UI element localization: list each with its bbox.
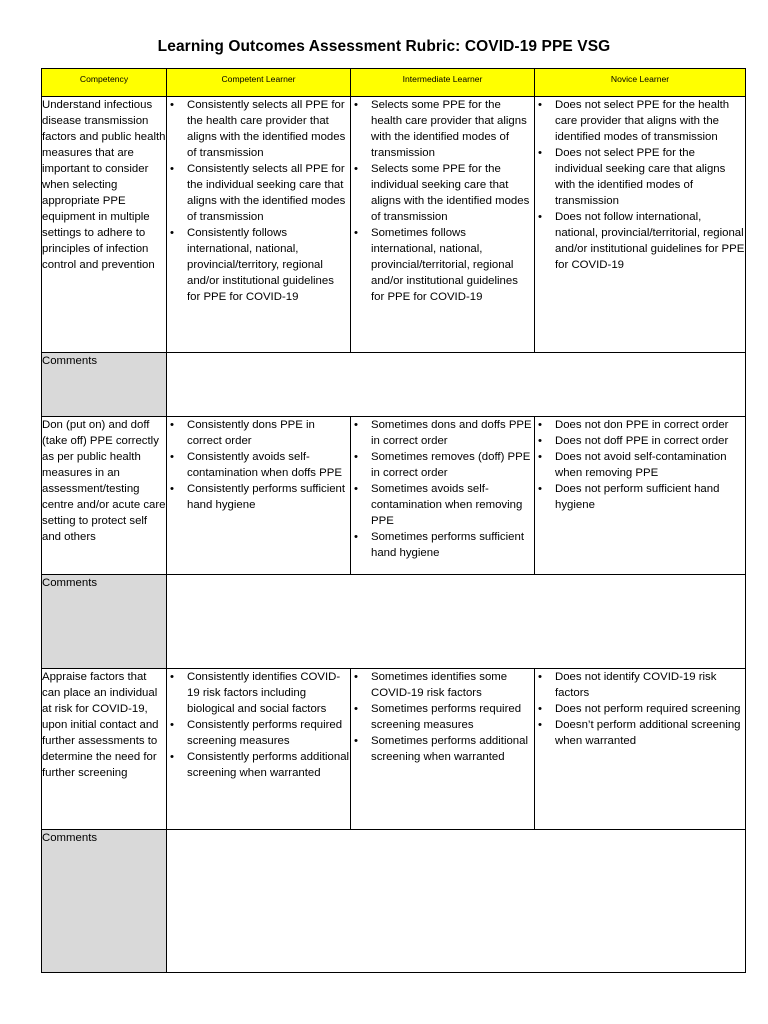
- criteria-item: • Doesn’t perform additional screening when warranted: [538, 719, 741, 747]
- competency-cell: Don (put on) and doff (take off) PPE correctly as per public health measures in an assessment/testing centre and/or acute care setting to protect self and others: [42, 417, 167, 575]
- bullet-icon: •: [538, 419, 542, 431]
- bullet-icon: •: [170, 719, 174, 731]
- comments-row: [42, 575, 746, 669]
- bullet-icon: •: [538, 483, 542, 495]
- bullet-icon: •: [354, 99, 358, 111]
- criteria-item: • Does not avoid self-contamination when removing PPE: [538, 451, 727, 479]
- comments-row: [42, 353, 746, 417]
- criteria-item: • Does not follow international, national, provincial/territorial, regional and/or institutional guidelines for PPE for COVID-19: [538, 211, 745, 271]
- criteria-item: • Sometimes follows international, national, provincial/territorial, regional and/or institutional guidelines for PPE for COVID-19: [354, 227, 518, 303]
- bullet-icon: •: [354, 227, 358, 239]
- header-novice-learner: Novice Learner: [535, 69, 746, 97]
- bullet-icon: •: [170, 483, 174, 495]
- comments-label: Comments: [42, 575, 167, 669]
- criteria-item: • Selects some PPE for the health care provider that aligns with the identified modes of transmission: [354, 99, 527, 159]
- bullet-icon: •: [354, 163, 358, 175]
- bullet-icon: •: [354, 419, 358, 431]
- novice-cell: [535, 669, 746, 830]
- competency-cell: Understand infectious disease transmission factors and public health measures that are important to consider when selecting appropriate PPE equipment in multiple settings to adhere to principles of infection control and prevention: [42, 97, 167, 353]
- bullet-icon: •: [354, 735, 358, 747]
- novice-cell: [535, 97, 746, 353]
- criteria-list: [351, 417, 534, 561]
- criteria-item: • Sometimes identifies some COVID-19 risk factors: [354, 671, 508, 699]
- bullet-icon: •: [354, 451, 358, 463]
- criteria-item: • Sometimes performs additional screening when warranted: [354, 735, 529, 763]
- rubric-table: [41, 68, 746, 973]
- criteria-item: • Does not perform required screening: [538, 703, 741, 715]
- criteria-item: • Consistently dons PPE in correct order: [170, 419, 315, 447]
- bullet-icon: •: [170, 163, 174, 175]
- criteria-list: [535, 669, 745, 749]
- criteria-item: • Does not identify COVID-19 risk factors: [538, 671, 717, 699]
- intermediate-cell: [351, 417, 535, 575]
- competent-cell: [167, 669, 351, 830]
- bullet-icon: •: [538, 99, 542, 111]
- criteria-item: • Sometimes dons and doffs PPE in correct order: [354, 419, 532, 447]
- criteria-item: • Sometimes removes (doff) PPE in correct order: [354, 451, 531, 479]
- criteria-list: [167, 669, 350, 781]
- bullet-icon: •: [170, 751, 174, 763]
- criteria-row: [42, 417, 746, 575]
- criteria-row: [42, 669, 746, 830]
- bullet-icon: •: [354, 531, 358, 543]
- criteria-row: [42, 97, 746, 353]
- competency-cell: Appraise factors that can place an individual at risk for COVID-19, upon initial contact and further assessments to determine the need for further screening: [42, 669, 167, 830]
- bullet-icon: •: [170, 671, 174, 683]
- criteria-item: • Consistently follows international, national, provincial/territory, regional and/or institutional guidelines for PPE for COVID-19: [170, 227, 334, 303]
- bullet-icon: •: [354, 703, 358, 715]
- bullet-icon: •: [354, 671, 358, 683]
- bullet-icon: •: [538, 671, 542, 683]
- bullet-icon: •: [538, 719, 542, 731]
- criteria-item: • Consistently selects all PPE for the individual seeking care that aligns with the identified modes of transmission: [170, 163, 346, 223]
- criteria-item: • Consistently selects all PPE for the health care provider that aligns with the identified modes of transmission: [170, 99, 346, 159]
- novice-cell: [535, 417, 746, 575]
- bullet-icon: •: [538, 451, 542, 463]
- criteria-list: [351, 97, 534, 305]
- bullet-icon: •: [538, 435, 542, 447]
- bullet-icon: •: [170, 451, 174, 463]
- criteria-item: • Consistently identifies COVID-19 risk factors including biological and social factors: [170, 671, 341, 715]
- header-competency: Competency: [42, 69, 167, 97]
- criteria-item: • Sometimes performs sufficient hand hygiene: [354, 531, 524, 559]
- criteria-item: • Does not doff PPE in correct order: [538, 435, 729, 447]
- criteria-item: • Consistently performs sufficient hand hygiene: [170, 483, 346, 511]
- bullet-icon: •: [170, 227, 174, 239]
- comments-field[interactable]: [167, 830, 746, 973]
- intermediate-cell: [351, 97, 535, 353]
- criteria-list: [167, 97, 350, 305]
- competent-cell: [167, 97, 351, 353]
- bullet-icon: •: [170, 419, 174, 431]
- criteria-item: • Consistently performs required screening measures: [170, 719, 343, 747]
- criteria-item: • Does not perform sufficient hand hygiene: [538, 483, 720, 511]
- criteria-list: [535, 417, 745, 513]
- header-row: [42, 69, 746, 97]
- criteria-item: • Sometimes performs required screening measures: [354, 703, 522, 731]
- criteria-item: • Selects some PPE for the individual seeking care that aligns with the identified modes of transmission: [354, 163, 530, 223]
- criteria-item: • Does not don PPE in correct order: [538, 419, 729, 431]
- bullet-icon: •: [354, 483, 358, 495]
- comments-field[interactable]: [167, 575, 746, 669]
- header-competent-learner: Competent Learner: [167, 69, 351, 97]
- criteria-item: • Does not select PPE for the health care provider that aligns with the identified modes of transmission: [538, 99, 730, 143]
- intermediate-cell: [351, 669, 535, 830]
- competent-cell: [167, 417, 351, 575]
- bullet-icon: •: [170, 99, 174, 111]
- criteria-item: • Does not select PPE for the individual seeking care that aligns with the identified modes of transmission: [538, 147, 726, 207]
- bullet-icon: •: [538, 703, 542, 715]
- comments-field[interactable]: [167, 353, 746, 417]
- comments-label: Comments: [42, 830, 167, 973]
- header-intermediate-learner: Intermediate Learner: [351, 69, 535, 97]
- criteria-list: [351, 669, 534, 765]
- criteria-list: [167, 417, 350, 513]
- criteria-item: • Consistently performs additional screening when warranted: [170, 751, 350, 779]
- comments-label: Comments: [42, 353, 167, 417]
- page-title: Learning Outcomes Assessment Rubric: COVID-19 PPE VSG: [157, 38, 611, 55]
- bullet-icon: •: [538, 211, 542, 223]
- criteria-list: [535, 97, 745, 273]
- comments-row: [42, 830, 746, 973]
- criteria-item: • Sometimes avoids self-contamination when removing PPE: [354, 483, 523, 527]
- criteria-item: • Consistently avoids self-contamination when doffs PPE: [170, 451, 342, 479]
- bullet-icon: •: [538, 147, 542, 159]
